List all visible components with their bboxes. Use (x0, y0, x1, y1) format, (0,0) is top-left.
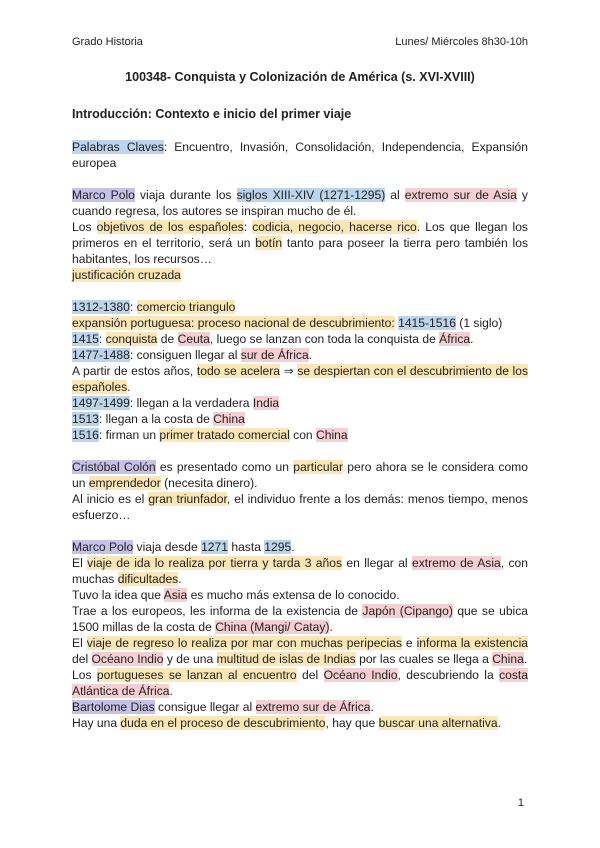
text-run: de (157, 332, 178, 346)
paragraph (72, 555, 528, 587)
paragraph (72, 603, 528, 635)
highlighted-text: Cristóbal Colón (72, 460, 156, 474)
text-run: , el individuo frente a los demás: menos tiempo, menos esfuerzo… (72, 492, 528, 522)
paragraph (72, 299, 528, 315)
highlighted-text: Asia (163, 588, 188, 602)
text-run: : (243, 220, 253, 234)
text-run: Tuvo la idea que (72, 588, 164, 602)
highlighted-text: 1312-1380 (72, 300, 130, 314)
highlighted-text: extremo de Asia (412, 556, 501, 570)
highlighted-text: India (252, 396, 280, 410)
text-run: (necesita dinero). (160, 476, 258, 490)
text-run: tanto para poseer la tierra pero también los habitantes, los recursos… (72, 236, 528, 266)
highlighted-text: emprendedor (88, 476, 161, 490)
section-heading: Introducción: Contexto e inicio del primer viaje (72, 107, 352, 121)
paragraph-spacer (72, 171, 528, 187)
highlighted-text: buscar una alternativa (378, 716, 498, 730)
paragraph (72, 459, 528, 491)
page-number: 1 (517, 797, 524, 809)
text-run: es presentado como un (155, 460, 294, 474)
text-run: . (169, 684, 173, 698)
text-run: . (291, 540, 295, 554)
highlighted-text: costa Atlántica de África (72, 668, 529, 698)
text-run: . (523, 652, 528, 666)
highlighted-text: dificultades (117, 572, 179, 586)
highlighted-text: 1513 (72, 412, 99, 426)
highlighted-text: extremo sur de Asia (404, 188, 517, 202)
text-run: : Encuentro, Invasión, Consolidación, Independencia, Expansión europea (72, 140, 529, 170)
text-run: . (329, 620, 333, 634)
text-run: Al inicio es el (72, 492, 149, 506)
highlighted-text: 1497-1499 (72, 396, 130, 410)
highlighted-text: 1415 (72, 332, 99, 346)
highlighted-text: 1477-1488 (72, 348, 130, 362)
highlighted-text: Bartolome Dias (72, 700, 155, 714)
highlighted-text: Japón (Cipango) (362, 604, 453, 618)
highlighted-text: siglos XIII-XIV (1271-1295) (236, 188, 386, 202)
text-run: . (127, 380, 131, 394)
highlighted-text: 1295 (264, 540, 292, 554)
text-run: pero ahora se le considera como un (72, 460, 528, 490)
highlighted-text: extremo sur de África (255, 700, 371, 714)
text-run: y de una (163, 652, 217, 666)
highlighted-text: botín (255, 236, 283, 250)
text-run: . (470, 332, 474, 346)
text-run: , descubriendo la (397, 668, 500, 682)
text-run: viaja durante los (134, 188, 237, 202)
paragraph (72, 635, 528, 667)
highlighted-text: Ceuta (177, 332, 210, 346)
highlighted-text: viaje de regreso lo realiza por mar con muchas peripecias (86, 636, 402, 650)
text-run: en llegar al (342, 556, 412, 570)
text-run: que se ubica 1500 millas de la costa de (72, 604, 529, 634)
highlighted-text: comercio triangulo (136, 300, 236, 314)
text-run: . (370, 700, 374, 714)
text-run: viaja desde (133, 540, 202, 554)
highlighted-text: portugueses se lanzan al encuentro (96, 668, 297, 682)
text-run: . (497, 716, 501, 730)
highlighted-text: sur de África (240, 348, 309, 362)
highlighted-text: viaje de ida lo realiza por tierra y tarda 3 años (87, 556, 343, 570)
paragraph (72, 219, 528, 267)
highlighted-text: 1415-1516 (398, 316, 456, 330)
highlighted-text: gran triunfador (148, 492, 227, 506)
text-run: es mucho más extensa de lo conocido. (187, 588, 400, 602)
paragraph (72, 267, 528, 283)
highlighted-text: primer tratado comercial (159, 428, 290, 442)
text-run: El (72, 556, 88, 570)
paragraph (72, 667, 528, 699)
text-run: hasta (227, 540, 265, 554)
text-run: , hay que (325, 716, 379, 730)
paragraph (72, 187, 528, 219)
paragraph (72, 411, 528, 427)
text-run: : firman un (98, 428, 160, 442)
text-run: (1 siglo) (455, 316, 503, 330)
highlighted-text: Palabras Claves (72, 140, 164, 154)
text-run: : (98, 332, 106, 346)
paragraph (72, 427, 528, 443)
highlighted-text: África (439, 332, 471, 346)
paragraph (72, 315, 528, 331)
paragraph (72, 347, 528, 363)
highlighted-text: expansión portuguesa: proceso nacional de descubrimiento: (72, 316, 395, 330)
document-title: 100348- Conquista y Colonización de América (s. XVI-XVIII) (125, 70, 475, 84)
highlighted-text: 1516 (72, 428, 99, 442)
text-run: : llegan a la verdadera (129, 396, 253, 410)
text-run: . (308, 348, 313, 362)
highlighted-text: Océano Indio (91, 652, 164, 666)
highlighted-text: codicia, negocio, hacerse rico (252, 220, 417, 234)
paragraph-spacer (72, 523, 528, 539)
paragraph (72, 539, 528, 555)
paragraph (72, 395, 528, 411)
text-run: : llegan a la costa de (98, 412, 214, 426)
text-run: . Los que llegan los primeros en el territorio, será un (72, 220, 528, 250)
text-run: por las cuales se llega a (355, 652, 493, 666)
text-run: Trae a los europeos, les informa de la existencia de (72, 604, 363, 618)
text-run: El (72, 636, 87, 650)
text-run: , luego se lanzan con toda la conquista de (209, 332, 440, 346)
text-run: : (129, 300, 137, 314)
text-run: con (289, 428, 317, 442)
paragraph (72, 363, 528, 395)
highlighted-text: Marco Polo (72, 540, 134, 554)
highlighted-text: China (316, 428, 348, 442)
text-run: A partir de estos años, (72, 364, 197, 378)
highlighted-text: duda en el proceso de descubrimiento (120, 716, 326, 730)
highlighted-text: todo se acelera (196, 364, 281, 378)
header-course: Grado Historia (72, 36, 143, 48)
text-run: y cuando regresa, los autores se inspiran mucho de él. (72, 188, 528, 218)
paragraph-spacer (72, 283, 528, 299)
paragraph (72, 491, 528, 523)
highlighted-text: objetivos de los españoles (96, 220, 244, 234)
text-run: consigue llegar al (154, 700, 256, 714)
header-schedule: Lunes/ Miércoles 8h30-10h (395, 36, 528, 48)
highlighted-text: multitud de islas de Indias (216, 652, 356, 666)
highlighted-text: informa la existencia (416, 636, 528, 650)
text-run: ⇒ (280, 364, 298, 378)
highlighted-text: Océano Indio (323, 668, 398, 682)
document-body (72, 139, 528, 731)
text-run: Los (72, 220, 97, 234)
paragraph (72, 139, 528, 171)
paragraph (72, 331, 528, 347)
highlighted-text: China (213, 412, 245, 426)
highlighted-text: China (492, 652, 524, 666)
highlighted-text: 1271 (201, 540, 228, 554)
text-run: al (385, 188, 405, 202)
text-run: . (178, 572, 182, 586)
paragraph (72, 715, 528, 731)
highlighted-text: Marco Polo (72, 188, 135, 202)
text-run: Hay una (72, 716, 121, 730)
text-run: del (296, 668, 324, 682)
text-run: Los (72, 668, 97, 682)
text-run: : consiguen llegar al (129, 348, 241, 362)
text-run: e (401, 636, 417, 650)
text-run: del (72, 652, 92, 666)
highlighted-text: conquista (105, 332, 158, 346)
highlighted-text: China (Mangi/ Catay) (215, 620, 330, 634)
paragraph (72, 587, 528, 603)
paragraph-spacer (72, 443, 528, 459)
highlighted-text: particular (293, 460, 344, 474)
highlighted-text: se despiertan con el descubrimiento de los españoles (72, 364, 528, 394)
highlighted-text: justificación cruzada (72, 268, 181, 282)
paragraph (72, 699, 528, 715)
text-run: , con muchas (72, 556, 529, 586)
